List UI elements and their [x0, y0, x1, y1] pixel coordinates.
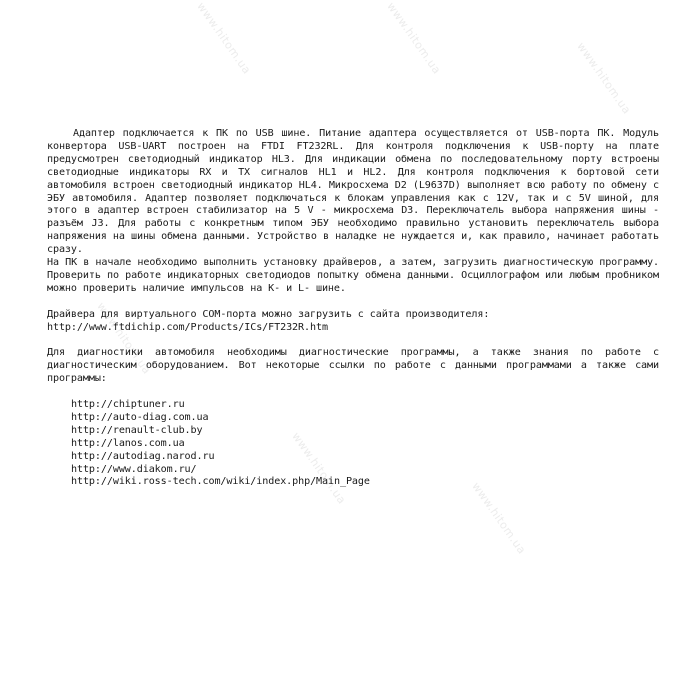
diagnostics-paragraph: Для диагностики автомобиля необходимы диагностические программы, а также знания по работе с диагностическим оборудованием. Вот некоторые ссылки по работе с данными программами а также сами программы:	[47, 347, 659, 385]
document-body	[47, 128, 659, 489]
spacer	[47, 386, 659, 399]
watermark-5: www.hitom.ua	[289, 430, 349, 507]
spacer	[47, 334, 659, 347]
link-item[interactable]: http://chiptuner.ru	[71, 398, 185, 410]
setup-instructions-paragraph: На ПК в начале необходимо выполнить установку драйверов, а затем, загрузить диагностическую программу. Проверить по работе индикаторных светодиодов попытку обмена данными. Осциллографом или любым пробником можно проверить наличие импульсов на K- и L- шине.	[47, 257, 659, 294]
link-item[interactable]: http://renault-club.by	[71, 424, 203, 436]
watermark-3: www.hitom.ua	[574, 40, 634, 117]
link-item[interactable]: http://autodiag.narod.ru	[71, 450, 215, 462]
link-list	[47, 399, 659, 489]
drivers-url[interactable]: http://www.ftdichip.com/Products/ICs/FT232R.htm	[47, 321, 328, 333]
link-item[interactable]: http://wiki.ross-tech.com/wiki/index.php/Main_Page	[71, 476, 370, 488]
adapter-description-paragraph: Адаптер подключается к ПК по USB шине. Питание адаптера осуществляется от USB-порта ПК. Модуль конвертора USB-UART построен на FTDI FT232RL. Для контроля подключения к USB-порту на плате предусмотрен светодиодный индикатор HL3. Для индикации обмена по последовательному порту встроены светодиодные индикаторы RX и TX сигналов HL1 и HL2. Для контроля подключения к бортовой сети автомобиля встроен светодиодный индикатор HL4. Микросхема D2 (L9637D) выполняет всю работу по обмену с ЭБУ автомобиля. Адаптер позволяет подключаться к блокам управления как с 12V, так и с 5V шиной, для этого в адаптер встроен стабилизатор на 5 V - микросхема D3. Переключатель выбора напряжения шины - разъём J3. Для работы с конкретным типом ЭБУ необходимо правильно установить переключатель выбора напряжения на шины обмена данными. Устройство в наладке не нуждается и, как правило, начинает работать сразу.	[47, 128, 659, 256]
watermark-6: www.hitom.ua	[469, 480, 529, 557]
spacer	[47, 296, 659, 309]
link-item[interactable]: http://www.diakom.ru/	[71, 463, 197, 475]
drivers-text: Драйвера для виртуального COM-порта можно загрузить с сайта производителя:	[47, 308, 490, 320]
link-item[interactable]: http://auto-diag.com.ua	[71, 411, 209, 423]
watermark-1: www.hitom.ua	[194, 0, 254, 77]
watermark-4: www.hitom.ua	[94, 300, 154, 377]
link-item[interactable]: http://lanos.com.ua	[71, 437, 185, 449]
watermark-2: www.hitom.ua	[384, 0, 444, 77]
